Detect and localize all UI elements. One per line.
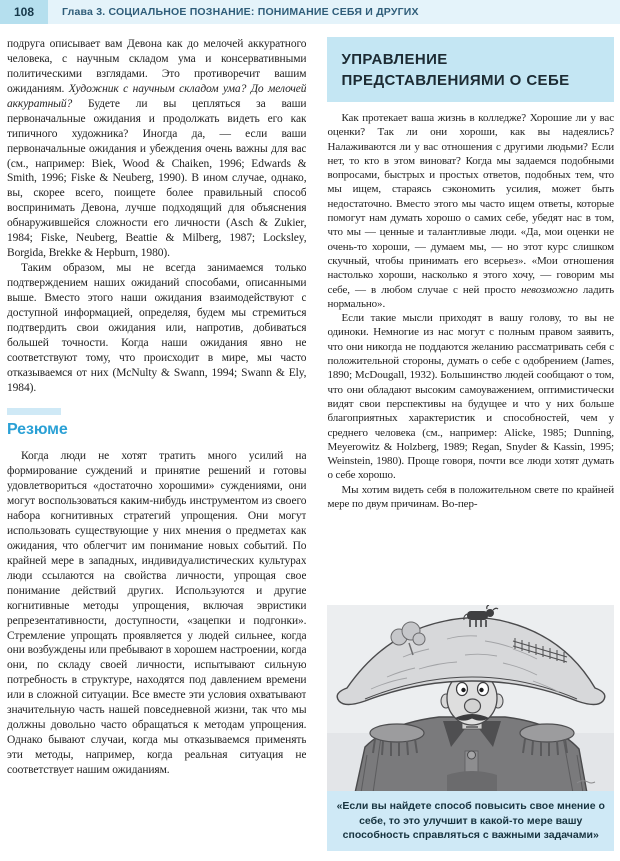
cartoon-illustration <box>327 605 614 793</box>
paragraph-text: подруга описывает вам Девона как до мелочей аккуратного человека, с научным складом ума и консервативными политическими взглядами. Это противоречит вашим ожиданиям. <box>7 38 307 95</box>
right-column-text <box>327 37 614 599</box>
two-column-layout <box>7 37 614 861</box>
paragraph: Мы хотим видеть себя в положительном свете по крайней мере по двум причинам. Во-пер- <box>327 483 614 511</box>
paragraph <box>327 111 614 311</box>
paragraph-text: ладить нормально». <box>327 283 614 310</box>
paragraph-text: Будете ли вы цепляться за ваши первоначальные ожидания и продолжать видеть его как типичного художника? Иногда да, — если ваши первоначальные ожидания и убеждения очень важны для вас (см., например: Biek, Wood & Chaiken, 1996; Edwards & Smith, 1996; Fiske & Neuberg, 1990). В ином случае, однако, вы, скорее всего, поищете более правильный способ воспринимать Девона, лучше подходящий для объяснения обнаружившейся сложности его личности (Asch & Zukier, 1984; Fiske, Neuberg, Beattie & Milberg, 1987; Locksley, Borgida, Brekke & Hepburn, 1980). <box>7 97 307 260</box>
paragraph: Если такие мысли приходят в вашу голову, то вы не одиноки. Немногие из нас могут с полным правом заявить, что они никогда не поддаются желанию рассматривать себя с положительной стороны, думать о себе с одобрением (James, 1890; McDougall, 1932). Большинство людей сообщают о том, что они обладают высоким самоуважением, оптимистически видят свои перспективы на будущее и что у них больше благоприятных характеристик и способностей, чем у среднего человека (см., например: Alicke, 1985; Dunning, Meyerowitz & Holzberg, 1989; Regan, Snyder & Kassin, 1995; Weinstein, 1980). Проще говоря, почти все люди хотят думать о себе хорошо. <box>327 312 614 482</box>
running-head <box>0 0 620 24</box>
figure-caption <box>327 791 614 851</box>
paragraph-continuation <box>7 37 306 261</box>
summary-heading: Резюме <box>7 420 68 438</box>
section-title-line: УПРАВЛЕНИЕ <box>341 51 448 68</box>
italic-phrase: невозможно <box>521 283 578 296</box>
page-number: 108 <box>0 0 48 24</box>
nose <box>465 699 481 713</box>
italic-phrase: Художник с научным складом ума? До мелочей аккуратный? <box>7 82 307 110</box>
right-column <box>327 37 614 861</box>
section-header <box>327 37 614 102</box>
section-title-line: ПРЕДСТАВЛЕНИЯМИ О СЕБЕ <box>341 72 570 89</box>
paragraph: Таким образом, мы не всегда занимаемся только подтверждением наших ожиданий способами, описанными выше. Вместо этого наши ожидания взаимодействуют с доступной информацией, определяя, будем мы стремиться подтвердить свои ожидания или, напротив, добиваться большей точности. Когда наши ожидания явно не соответствуют тому, что происходит в мире, мы часто отказываемся от них (McNulty & Swann, 1994; Swann & Ely, 1984). <box>7 262 307 394</box>
summary-accent-bar <box>7 408 61 415</box>
left-column <box>7 37 306 861</box>
cartoon-figure <box>327 605 614 793</box>
chapter-title: Глава 3. СОЦИАЛЬНОЕ ПОЗНАНИЕ: ПОНИМАНИЕ СЕБЯ И ДРУГИХ <box>62 6 419 18</box>
paragraph: Когда люди не хотят тратить много усилий на формирование суждений и принятие решений и готовы удовлетвориться «достаточно хорошими» суждениями, они могут воспользоваться каким-нибудь инструментом из своего набора когнитивных стратегий упрощения. Они могут использовать существующие у них мнения о предметах как ожидания, что облегчит им понимание новых событий. По крайней мере в западных, индивидуалистических культурах люди ссылаются на свойства личности, упрощая свое понимание действий других. Используются и другие когнитивные методы упрощения, включая эвристики репрезентативности, доступности, «зацепки и подгонки». Стремление упрощать проявляется у людей сильнее, когда они возбуждены или пребывают в хорошем настроении, когда они, по складу своей личности, испытывают сильную потребность в структуре, находятся под давлением времени или в сложной ситуации. Все вместе эти условия охватывают значительную часть нашей повседневной жизни, так что мы должны довольно часто обращаться к методам упрощения. Однако бывают случаи, когда мы отказываемся применять эти методы, например, когда реальная ситуация не соответствует нашим ожиданиям. <box>7 450 307 776</box>
paragraph-text: Как протекает ваша жизнь в колледже? Хорошие ли у вас оценки? Так ли они хороши, как вы надеялись? Налаживаются ли у вас отношения с другими людьми? Если нет, то кто в этом виноват? Когда мы задаемся подобными вопросами, быстрых и простых ответов, подобных тем, что мы ищем, стараясь сэкономить усилия, может быть недостаточно. Вместо этого мы часто ищем ответы, которые помогут нам думать хорошо о самих себе, убедят нас в том, что мы — ценные и талантливые люди. «Да, мои оценки не очень-то хороши, — думаем мы, — но этот курс слишком скучный, чтобы принимать его всерьез». «Мои отношения настолько хороши, насколько я этого хочу, — говорим мы себе, — в любом случае с ней просто <box>327 112 614 296</box>
caption-text: «Если вы найдете способ повысить свое мнение о себе, то это улучшит в какой-то мере вашу способность справляться с важными задачами» <box>336 800 605 841</box>
